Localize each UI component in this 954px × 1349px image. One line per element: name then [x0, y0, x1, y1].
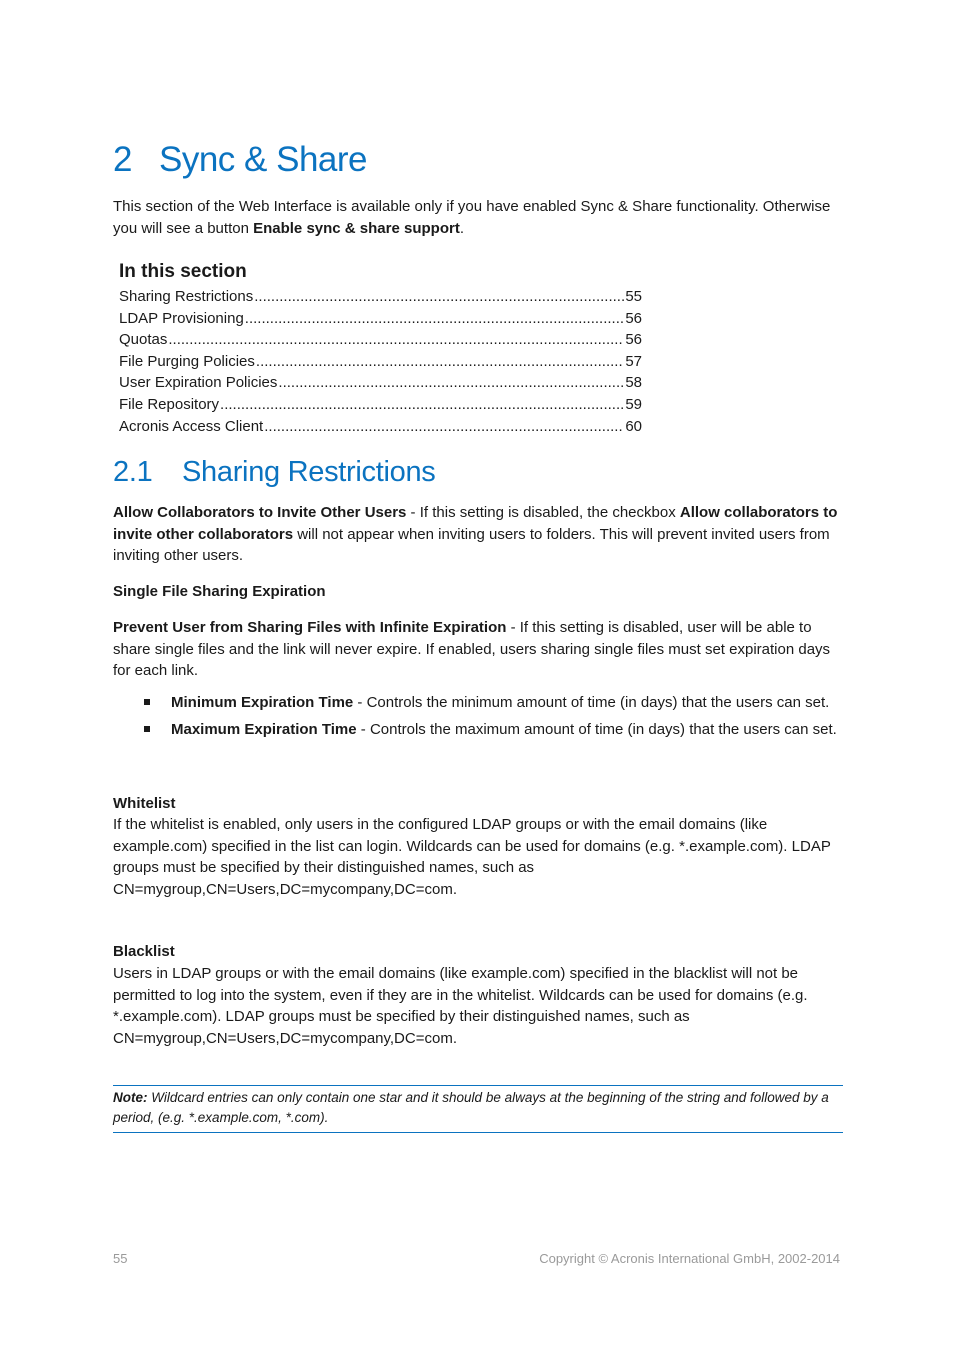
note-box [113, 1085, 843, 1133]
intro-paragraph: This section of the Web Interface is available only if you have enabled Sync & Share functionality. Otherwise you will see a button Enable sync & share support. [113, 198, 831, 237]
toc-item-sharing-restrictions[interactable]: Sharing Restrictions ..... 55 [119, 286, 642, 308]
page-footer [113, 1251, 840, 1266]
blacklist-paragraph: Users in LDAP groups or with the email domains (like example.com) specified in the blacklist will not be permitted to log into the system, even if they are in the whitelist. Wildcards can be used for domains (e.g. *.example.com). LDAP groups must be specified by their distinguished names, such as CN=mygroup,CN=Users,DC=mycompany,DC=com. [113, 965, 808, 1048]
section-number: 2.1 [113, 456, 153, 488]
page-number: 55 [113, 1251, 128, 1266]
bullet-square-icon [144, 726, 150, 732]
chapter-number: 2 [113, 140, 132, 179]
copyright-text: Copyright © Acronis International GmbH, 2002-2014 [539, 1251, 840, 1266]
chapter-title: Sync & Share [159, 140, 367, 179]
expiration-bullet-list [113, 692, 843, 745]
toc-item-acronis-access-client[interactable]: Acronis Access Client ..... 60 [119, 416, 642, 438]
toc-item-quotas[interactable]: Quotas ..... 56 [119, 329, 642, 351]
note-label: Note: [113, 1090, 148, 1105]
blacklist-heading: Blacklist [113, 943, 175, 960]
list-item: Maximum Expiration Time - Controls the maximum amount of time (in days) that the users can set. [113, 719, 843, 741]
toc-item-ldap-provisioning[interactable]: LDAP Provisioning ..... 56 [119, 308, 642, 330]
single-file-heading: Single File Sharing Expiration [113, 583, 326, 600]
table-of-contents [119, 286, 642, 437]
whitelist-paragraph: If the whitelist is enabled, only users in the configured LDAP groups or with the email domains (like example.com) specified in the list can login. Wildcards can be used for domains (e.g. *.example.com). LDAP groups must be specified by their distinguished names, such as CN=mygroup,CN=Users,DC=mycompany,DC=com. [113, 816, 831, 899]
list-item: Minimum Expiration Time - Controls the minimum amount of time (in days) that the users can set. [113, 692, 843, 714]
section-title: Sharing Restrictions [182, 456, 436, 488]
toc-item-file-purging-policies[interactable]: File Purging Policies ..... 57 [119, 351, 642, 373]
note-text: Wildcard entries can only contain one star and it should be always at the beginning of the string and followed by a period, (e.g. *.example.com, *.com). [113, 1090, 829, 1125]
whitelist-heading: Whitelist [113, 795, 176, 812]
toc-item-user-expiration-policies[interactable]: User Expiration Policies ..... 58 [119, 372, 642, 394]
section-heading [113, 456, 436, 489]
bullet-square-icon [144, 699, 150, 705]
enable-sync-button-name: Enable sync & share support [253, 219, 460, 237]
toc-item-file-repository[interactable]: File Repository ..... 59 [119, 394, 642, 416]
collaborators-paragraph: Allow Collaborators to Invite Other Users - If this setting is disabled, the checkbox Allow collaborators to invite other collaborators will not appear when inviting users to folders. This will prevent invited users from inviting other users. [113, 504, 838, 565]
toc-title: In this section [119, 261, 247, 282]
prevent-infinite-paragraph: Prevent User from Sharing Files with Infinite Expiration - If this setting is disabled, user will be able to share single files and the link will never expire. If enabled, users sharing single files must set expiration days for each link. [113, 619, 831, 680]
chapter-heading [113, 140, 367, 180]
